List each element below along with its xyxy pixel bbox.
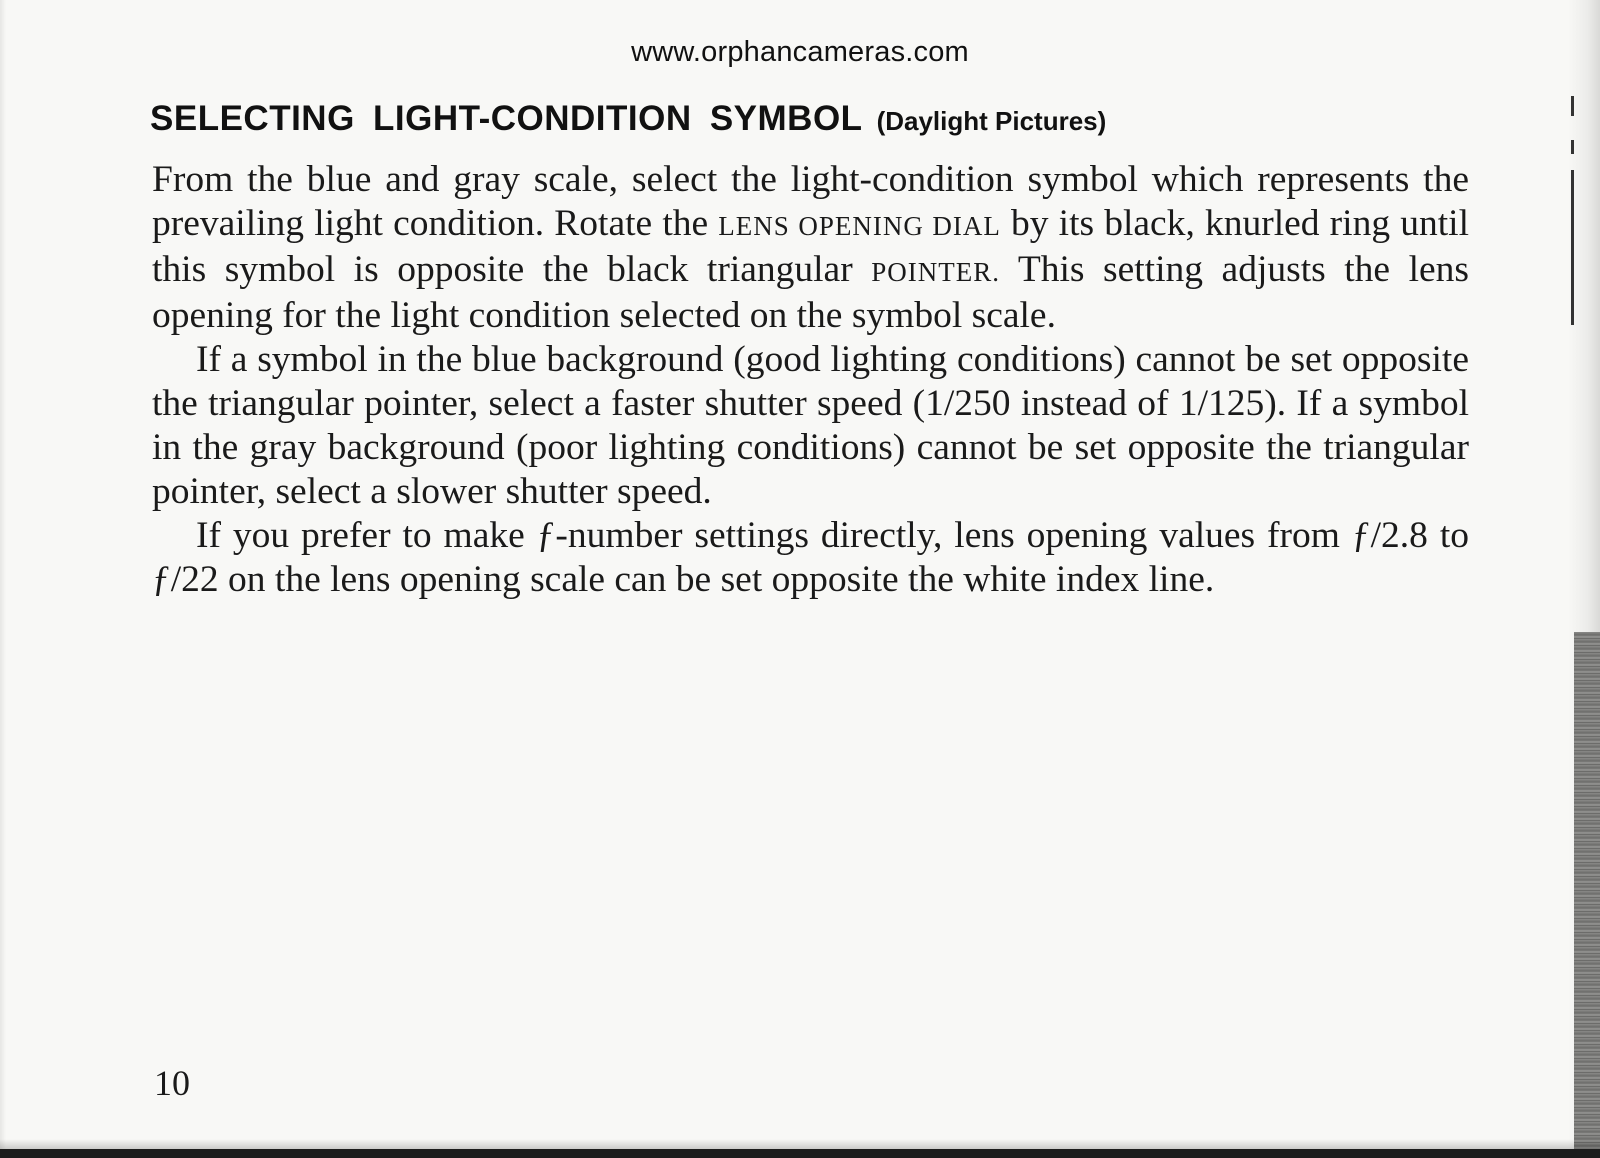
paragraph-1-text-c: by its black, knurled ring until this symbol is opposite the black triangular <box>152 203 1470 290</box>
scan-edge-mark <box>1571 96 1574 116</box>
section-heading <box>150 99 1106 139</box>
paragraph-2: If a symbol in the blue background (good lighting conditions) cannot be set opposite the triangular pointer, select a faster shutter speed (1/250 instead of 1/125). If a symbol in the gray background (poor lighting conditions) cannot be set opposite the triangular pointer, select a slower shutter speed. <box>152 339 1469 512</box>
section-subtitle: (Daylight Pictures) <box>876 106 1107 136</box>
paragraph-1-text-a: From the blue and gray scale, select the light-condition symbol which represents the prevailing light condition. Rotate the <box>152 159 1469 244</box>
pointer-term: POINTER. <box>871 257 1000 287</box>
lens-opening-dial-term: LENS OPENING DIAL <box>718 211 1001 241</box>
site-url: www.orphancameras.com <box>631 36 969 68</box>
paragraph-1 <box>152 158 1469 338</box>
paragraph-3: If you prefer to make ƒ-number settings directly, lens opening values from ƒ/2.8 to ƒ/22 on the lens opening scale can be set opposite the white index line. <box>152 515 1469 600</box>
scan-binding-shadow <box>1574 632 1600 1158</box>
scan-edge-mark <box>1571 140 1574 154</box>
body-text <box>152 158 1469 602</box>
scan-edge-mark <box>1571 170 1574 325</box>
scan-bottom-edge <box>0 1149 1600 1158</box>
page-number: 10 <box>154 1063 190 1103</box>
scan-left-edge <box>0 0 6 1158</box>
paragraph-1-text-e: This setting adjusts the lens opening for the light condition selected on the symbol scale. <box>152 249 1469 336</box>
section-title: SELECTING LIGHT-CONDITION SYMBOL <box>150 99 863 138</box>
scan-bottom-shade <box>0 1139 1600 1149</box>
